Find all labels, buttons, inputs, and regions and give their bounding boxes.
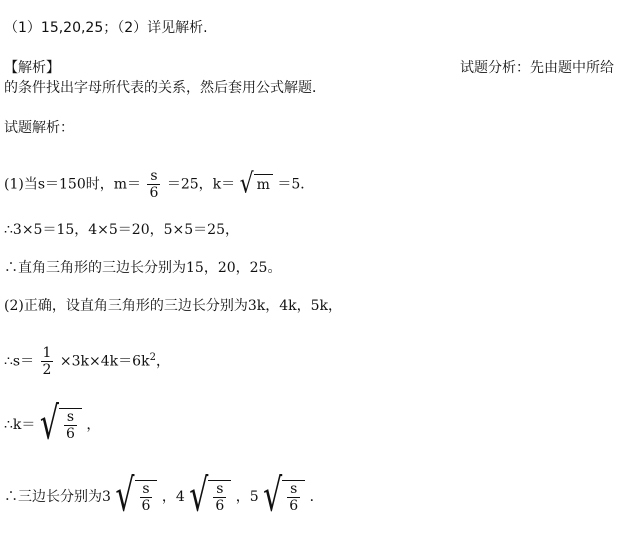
radical-icon: √ [263, 470, 283, 523]
sqrt-m [239, 168, 273, 200]
sqrt-s-over-6 [263, 470, 305, 523]
area-line [4, 345, 170, 378]
final-tail: ． [309, 489, 324, 505]
radical-icon: √ [39, 398, 59, 451]
final-line [4, 470, 324, 523]
k-prefix: ∴k＝ [4, 417, 36, 433]
fraction-numerator: s [150, 168, 158, 184]
solution-title: 试题解析： [4, 120, 74, 136]
radical-icon: √ [115, 470, 135, 523]
s-over-6-fraction [287, 481, 300, 514]
final-sep1: ，4 [161, 489, 185, 505]
part2-intro: (2)正确，设直角三角形的三边长分别为3k，4k，5k， [4, 298, 343, 314]
area-suffix: ×3k×4k＝6k [59, 353, 150, 370]
part1-suffix: ＝5． [277, 176, 315, 193]
analysis-right-head: 试题分析：先由题中所给 [460, 60, 614, 76]
final-sep2: ，5 [235, 489, 259, 505]
square-exponent: 2 [149, 351, 156, 363]
s-over-6-fraction [147, 168, 160, 201]
fraction-numerator: s [142, 481, 150, 497]
s-over-6-fraction [140, 481, 153, 514]
area-prefix: ∴s＝ [4, 353, 35, 370]
analysis-tag: 【解析】 [4, 60, 60, 76]
s-over-6-fraction [64, 409, 77, 442]
fraction-numerator: s [66, 409, 75, 425]
final-prefix: ∴三边长分别为3 [4, 489, 111, 505]
k-line [4, 398, 101, 451]
fraction-denominator: 6 [149, 185, 159, 201]
fraction-denominator: 6 [141, 498, 151, 514]
part1-line [4, 168, 314, 201]
k-suffix: ， [86, 417, 101, 433]
one-half-fraction [41, 345, 54, 378]
radical-icon: √ [189, 470, 209, 523]
analysis-continuation: 的条件找出字母所代表的关系，然后套用公式解题． [4, 80, 326, 96]
s-over-6-fraction [213, 481, 226, 514]
sqrt-s-over-6 [39, 398, 82, 451]
sqrt-s-over-6 [189, 470, 231, 523]
fraction-numerator: s [216, 481, 224, 497]
sides-line: ∴直角三角形的三边长分别为15，20，25。 [4, 260, 282, 276]
answer-line: （1）15,20,25；（2）详见解析. [4, 20, 208, 36]
fraction-denominator: 6 [289, 498, 299, 514]
fraction-denominator: 6 [65, 426, 75, 442]
fraction-numerator: s [290, 481, 298, 497]
fraction-numerator: 1 [42, 345, 52, 361]
radical-icon: √ [239, 168, 254, 200]
part1-prefix: (1)当s＝150时，m＝ [4, 176, 142, 193]
fraction-denominator: 2 [42, 362, 52, 378]
sqrt-s-over-6 [115, 470, 157, 523]
area-tail: ， [155, 353, 170, 370]
products-line: ∴3×5＝15，4×5＝20，5×5＝25， [4, 222, 239, 238]
fraction-denominator: 6 [215, 498, 225, 514]
sqrt-content: m [254, 174, 273, 195]
part1-mid: ＝25，k＝ [166, 176, 236, 193]
